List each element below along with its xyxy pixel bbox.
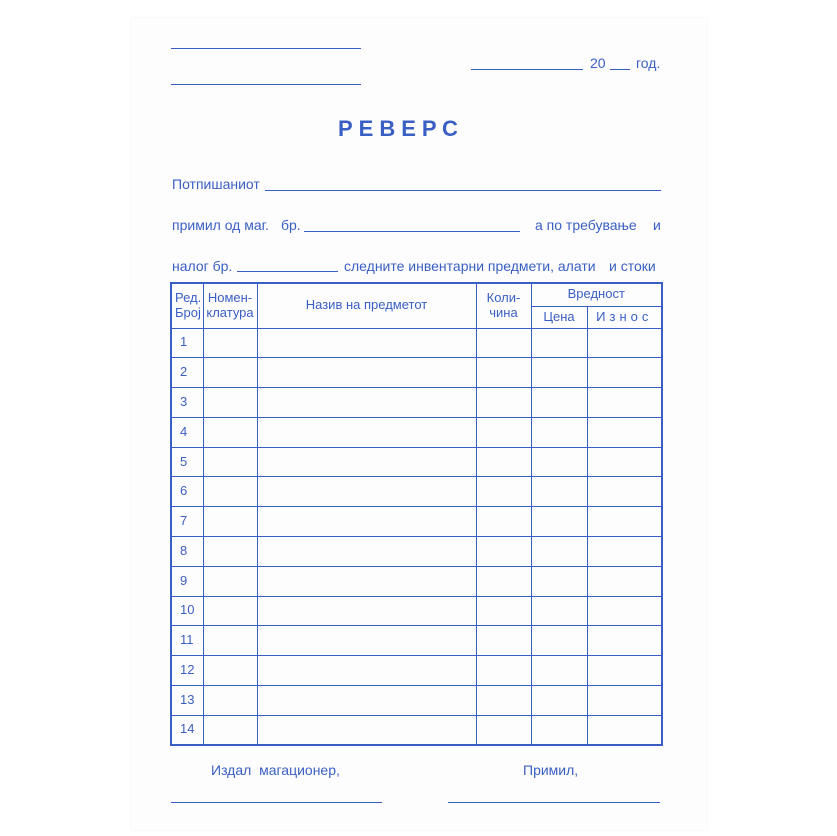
nomenclature-cell[interactable]	[203, 417, 257, 447]
amount-cell[interactable]	[587, 685, 662, 715]
col-header-price: Цена	[531, 306, 587, 328]
table-row	[171, 507, 662, 537]
table-row	[171, 417, 662, 447]
table-row	[171, 447, 662, 477]
nomenclature-cell[interactable]	[203, 477, 257, 507]
row-number: 5	[171, 447, 203, 477]
item-name-cell[interactable]	[257, 507, 476, 537]
year-suffix: год.	[636, 55, 661, 71]
row-number: 7	[171, 507, 203, 537]
col-header-nomenclature-line2: клатура	[206, 304, 254, 320]
table-row	[171, 685, 662, 715]
items-table	[170, 282, 663, 746]
item-name-cell[interactable]	[257, 536, 476, 566]
col-header-nomenclature-line1: Номен-	[207, 289, 253, 305]
nomenclature-cell[interactable]	[203, 566, 257, 596]
quantity-cell[interactable]	[476, 507, 531, 537]
nomenclature-cell[interactable]	[203, 626, 257, 656]
row-number: 1	[171, 328, 203, 358]
amount-cell[interactable]	[587, 536, 662, 566]
col-header-no-line1: Ред.	[175, 289, 202, 305]
price-cell[interactable]	[531, 626, 587, 656]
no-label-1: бр.	[281, 217, 301, 233]
row-number: 14	[171, 715, 203, 745]
col-header-value: Вредност	[531, 283, 662, 306]
warehouse-no-field[interactable]	[304, 231, 520, 232]
col-header-no-line2: Број	[175, 304, 201, 320]
item-name-cell[interactable]	[257, 596, 476, 626]
col-header-quantity-line1: Коли-	[486, 289, 521, 305]
table-row	[171, 477, 662, 507]
price-cell[interactable]	[531, 507, 587, 537]
received-label: Примил,	[523, 762, 579, 778]
table-row	[171, 715, 662, 745]
item-name-cell[interactable]	[257, 566, 476, 596]
and-goods-label: и стоки	[609, 258, 656, 274]
table-row	[171, 626, 662, 656]
row-number: 13	[171, 685, 203, 715]
price-cell[interactable]	[531, 685, 587, 715]
nomenclature-cell[interactable]	[203, 656, 257, 686]
amount-cell[interactable]	[587, 477, 662, 507]
amount-cell[interactable]	[587, 596, 662, 626]
amount-cell[interactable]	[587, 626, 662, 656]
quantity-cell[interactable]	[476, 388, 531, 418]
document-title: РЕВЕРС	[338, 116, 464, 141]
col-header-item-name: Назив на предметот	[257, 283, 476, 328]
quantity-cell[interactable]	[476, 447, 531, 477]
date-line[interactable]	[471, 69, 583, 70]
amount-cell[interactable]	[587, 715, 662, 745]
amount-cell[interactable]	[587, 388, 662, 418]
amount-cell[interactable]	[587, 417, 662, 447]
col-header-no	[171, 283, 203, 328]
table-row	[171, 566, 662, 596]
row-number: 2	[171, 358, 203, 388]
quantity-cell[interactable]	[476, 358, 531, 388]
col-header-amount: Износ	[587, 306, 662, 328]
row-number: 12	[171, 656, 203, 686]
amount-cell[interactable]	[587, 566, 662, 596]
and-label: и	[653, 217, 661, 233]
item-name-cell[interactable]	[257, 388, 476, 418]
nomenclature-cell[interactable]	[203, 685, 257, 715]
signed-field[interactable]	[265, 190, 661, 191]
col-header-quantity-line2: чина	[489, 304, 518, 320]
quantity-cell[interactable]	[476, 566, 531, 596]
issued-by-label: Издал магационер,	[211, 762, 340, 778]
blank-line-top-1[interactable]	[171, 48, 361, 49]
nomenclature-cell[interactable]	[203, 358, 257, 388]
price-cell[interactable]	[531, 566, 587, 596]
col-header-quantity	[476, 283, 531, 328]
price-cell[interactable]	[531, 477, 587, 507]
item-name-cell[interactable]	[257, 477, 476, 507]
quantity-cell[interactable]	[476, 685, 531, 715]
table-row	[171, 656, 662, 686]
issued-by-signature-line[interactable]	[171, 802, 382, 803]
table-row	[171, 328, 662, 358]
amount-cell[interactable]	[587, 447, 662, 477]
table-row	[171, 388, 662, 418]
item-name-cell[interactable]	[257, 626, 476, 656]
row-number: 11	[171, 626, 203, 656]
price-cell[interactable]	[531, 388, 587, 418]
received-signature-line[interactable]	[448, 802, 660, 803]
row-number: 10	[171, 596, 203, 626]
order-no-label: налог бр.	[172, 258, 233, 274]
price-cell[interactable]	[531, 358, 587, 388]
price-cell[interactable]	[531, 417, 587, 447]
nomenclature-cell[interactable]	[203, 507, 257, 537]
amount-cell[interactable]	[587, 328, 662, 358]
table-row	[171, 596, 662, 626]
received-from-label: примил од маг.	[172, 217, 269, 233]
price-cell[interactable]	[531, 715, 587, 745]
amount-cell[interactable]	[587, 358, 662, 388]
price-cell[interactable]	[531, 656, 587, 686]
quantity-cell[interactable]	[476, 328, 531, 358]
item-name-cell[interactable]	[257, 715, 476, 745]
amount-cell[interactable]	[587, 656, 662, 686]
nomenclature-cell[interactable]	[203, 715, 257, 745]
table-row	[171, 358, 662, 388]
following-label: следните инвентарни предмети, алати	[344, 258, 596, 274]
item-name-cell[interactable]	[257, 685, 476, 715]
col-header-nomenclature	[203, 283, 257, 328]
item-name-cell[interactable]	[257, 447, 476, 477]
nomenclature-cell[interactable]	[203, 536, 257, 566]
item-name-cell[interactable]	[257, 358, 476, 388]
nomenclature-cell[interactable]	[203, 388, 257, 418]
row-number: 3	[171, 388, 203, 418]
signed-label: Потпишаниот	[172, 176, 260, 192]
item-name-cell[interactable]	[257, 328, 476, 358]
quantity-cell[interactable]	[476, 656, 531, 686]
year-line[interactable]	[610, 69, 630, 70]
quantity-cell[interactable]	[476, 596, 531, 626]
nomenclature-cell[interactable]	[203, 596, 257, 626]
item-name-cell[interactable]	[257, 417, 476, 447]
row-number: 9	[171, 566, 203, 596]
nomenclature-cell[interactable]	[203, 328, 257, 358]
price-cell[interactable]	[531, 328, 587, 358]
order-no-field[interactable]	[237, 271, 338, 272]
year-prefix: 20	[590, 55, 606, 71]
quantity-cell[interactable]	[476, 715, 531, 745]
quantity-cell[interactable]	[476, 626, 531, 656]
price-cell[interactable]	[531, 536, 587, 566]
amount-cell[interactable]	[587, 507, 662, 537]
quantity-cell[interactable]	[476, 536, 531, 566]
blank-line-top-2[interactable]	[171, 84, 361, 85]
price-cell[interactable]	[531, 596, 587, 626]
nomenclature-cell[interactable]	[203, 447, 257, 477]
item-name-cell[interactable]	[257, 656, 476, 686]
quantity-cell[interactable]	[476, 477, 531, 507]
row-number: 8	[171, 536, 203, 566]
by-request-label: а по требување	[535, 217, 637, 233]
quantity-cell[interactable]	[476, 417, 531, 447]
price-cell[interactable]	[531, 447, 587, 477]
row-number: 4	[171, 417, 203, 447]
table-row	[171, 536, 662, 566]
row-number: 6	[171, 477, 203, 507]
